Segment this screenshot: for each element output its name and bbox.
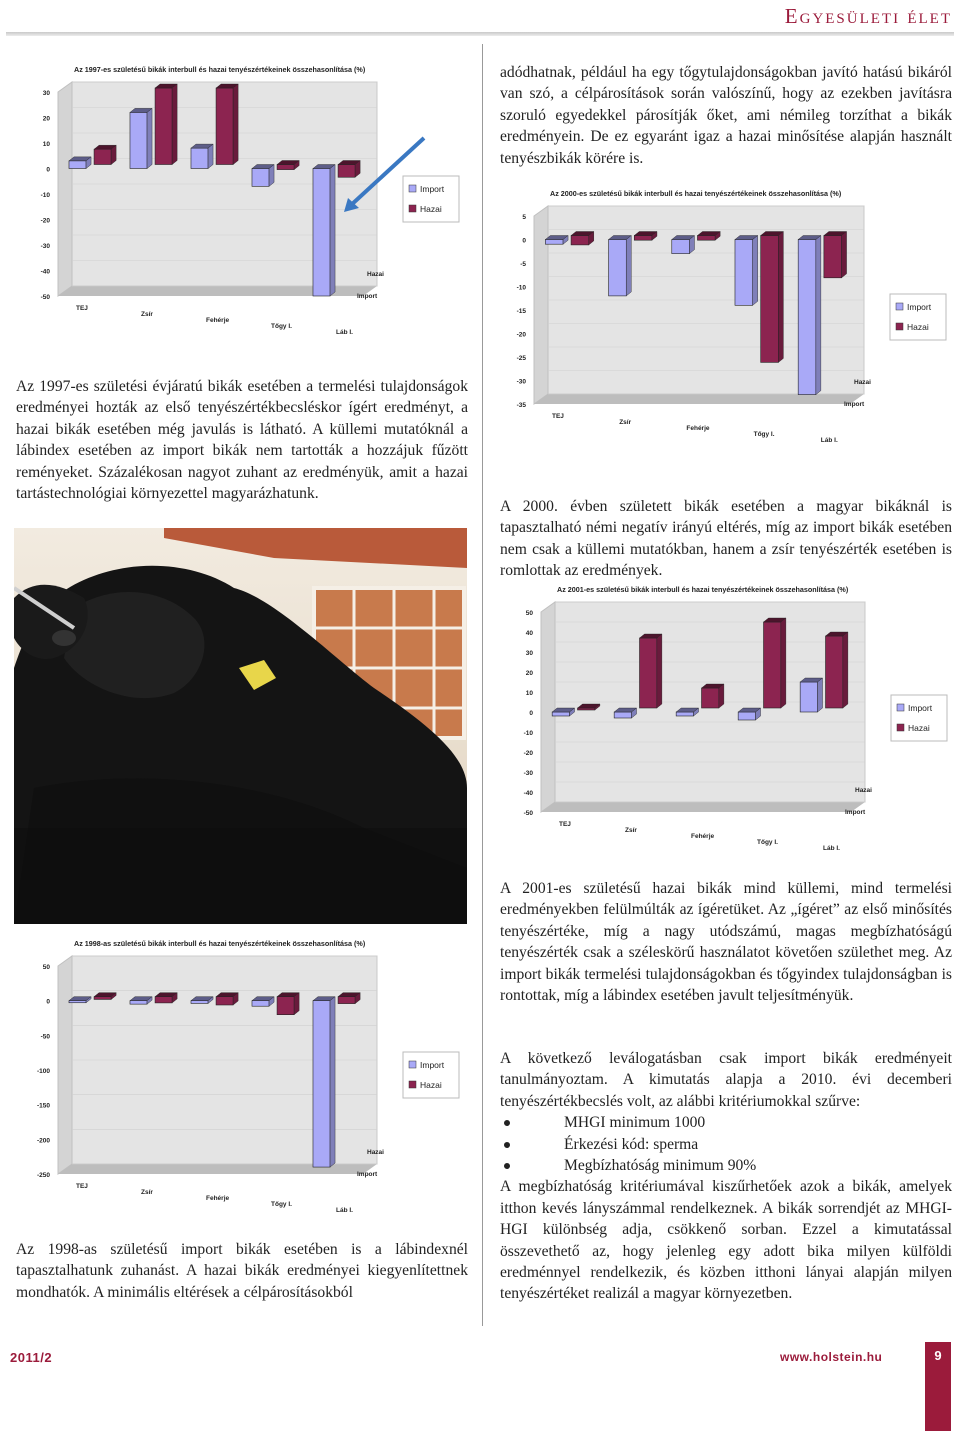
chart-title: Az 2001-es születésű bikák interbull és hazai tenyészértékeinek összehasonlítása (%): [557, 585, 849, 594]
chart-floor: [534, 394, 864, 404]
chart-1997-svg: [14, 58, 469, 354]
legend-swatch: [897, 704, 904, 711]
bar-hazai: [824, 236, 842, 278]
x-category-label: Fehérje: [206, 1195, 230, 1202]
y-tick-label: 40: [525, 630, 533, 637]
paragraph-continuation: [500, 62, 952, 169]
bar-import: [252, 169, 269, 187]
depth-label: Import: [844, 401, 865, 408]
y-tick-label: 0: [529, 710, 533, 717]
legend-label: Hazai: [907, 322, 929, 332]
chart-1997: [14, 58, 469, 354]
x-category-label: Zsír: [141, 1189, 153, 1196]
bar-hazai: [571, 236, 589, 245]
section-title: Egyesületi élet: [784, 4, 952, 28]
y-tick-label: -200: [36, 1137, 50, 1145]
bar-import: [130, 112, 147, 168]
y-tick-label: 5: [522, 214, 526, 221]
criteria-item: Megbízhatóság minimum 90%: [500, 1155, 952, 1176]
bar-side: [816, 236, 821, 395]
x-category-label: Láb I.: [823, 845, 840, 852]
bar-hazai: [94, 997, 111, 1000]
bar-side: [719, 684, 724, 708]
y-tick-label: 0: [522, 237, 526, 245]
bar-import: [313, 1001, 330, 1167]
bar-side: [294, 993, 299, 1015]
column-divider: [482, 44, 483, 1326]
paragraph-2000-text: A 2000. évben született bikák esetében a magyar bikáknál is tapasztalható némi negatív irányú eltérés, míg az import bikák esetében nem csak a küllemi mutatókban, hanem a zsír tenyészérték esetében is romlottak az eredmények.: [500, 498, 952, 580]
bar-side: [781, 618, 786, 708]
chart-title: Az 1998-as születésű bikák interbull és hazai tenyészértékeinek összehasonlítása (%): [74, 939, 366, 948]
legend-box: [891, 695, 947, 741]
y-tick-label: -20: [516, 331, 526, 339]
x-category-label: Fehérje: [686, 425, 710, 432]
y-tick-label: -5: [520, 261, 526, 268]
paragraph-selection-intro: A következő leválogatásban csak import bikák eredményeit tanulmányoztam. A kimutatás alapja a 2010. évi decemberi tenyészértékbecslés volt, az alábbi kritériumokkal szűrve:: [500, 1050, 952, 1110]
y-tick-label: -30: [516, 378, 526, 386]
y-tick-label: -10: [516, 284, 526, 292]
y-tick-label: -100: [36, 1068, 50, 1075]
criteria-item: Érkezési kód: sperma: [500, 1134, 952, 1155]
legend-label: Hazai: [420, 204, 442, 214]
bar-hazai: [634, 236, 652, 241]
legend-swatch: [409, 1061, 416, 1068]
header-divider: [6, 32, 954, 36]
x-category-label: Láb I.: [336, 329, 353, 336]
bar-side: [147, 108, 152, 168]
bar-side: [657, 634, 662, 708]
bar-side: [330, 997, 335, 1167]
x-category-label: TEJ: [76, 305, 88, 312]
y-tick-label: -40: [523, 790, 533, 797]
bar-import: [191, 1001, 208, 1004]
chart-side-wall: [58, 956, 72, 1174]
footer-issue: 2011/2: [10, 1350, 53, 1365]
paragraph-selection-end: A megbízhatóság kritériumával kiszűrhetőek azok a bikák, amelyek itthon kevés lányszámmal rendelkeznek. A bikák sorrendjét az MHGI-HGI különbség adja, csökkenő sorban. Ezzel a kimutatással összevethető az, hogy jelenleg egy adott bika milyen külföldi eredménnyel rendelkezik, és közben itthoni lányai alapján milyen tenyészértéket realizál a magyar környezetben.: [500, 1178, 952, 1303]
bar-import: [738, 712, 755, 720]
depth-label: Hazai: [367, 271, 384, 278]
bar-side: [208, 144, 213, 168]
x-category-label: Zsír: [625, 827, 637, 834]
y-tick-label: 30: [525, 650, 533, 657]
bar-side: [269, 165, 274, 187]
bar-side: [626, 236, 631, 296]
bar-side: [330, 165, 335, 297]
y-tick-label: -50: [523, 810, 533, 817]
y-tick-label: 0: [46, 166, 50, 174]
paragraph-continuation-text: adódhatnak, például ha egy tőgytulajdonságokban javító hatású bikáról van szó, a célpárosítások során valószínű, hogy az ezekben javításra szoruló egyedekkel párosítják őket, ami némileg torzíthat a bikák eredményein. De ez egyaránt igaz a hazai minősítése alapján használt tenyészbikák körére is.: [500, 64, 952, 167]
bar-side: [233, 84, 238, 165]
y-tick-label: -20: [40, 217, 50, 225]
y-tick-label: -50: [40, 294, 50, 301]
chart-title: Az 1997-es születésű bikák interbull és hazai tenyészértékeinek összehasonlítása (%): [74, 65, 366, 74]
paragraph-1997: [16, 376, 468, 504]
y-tick-label: -25: [516, 355, 526, 362]
y-tick-label: 20: [42, 115, 50, 123]
y-tick-label: -150: [36, 1102, 50, 1110]
x-category-label: TEJ: [559, 821, 571, 828]
legend-label: Import: [420, 1060, 445, 1070]
y-tick-label: -30: [40, 243, 50, 250]
legend-box: [403, 176, 459, 222]
bar-import: [69, 1001, 86, 1003]
y-tick-label: -35: [516, 402, 526, 409]
bar-import: [313, 169, 330, 297]
legend-label: Hazai: [908, 723, 930, 733]
x-category-label: Tőgy I.: [757, 839, 778, 846]
bar-side: [753, 236, 758, 306]
legend-label: Import: [907, 302, 932, 312]
bar-import: [800, 682, 817, 712]
x-category-label: Láb I.: [336, 1207, 353, 1214]
legend-swatch: [896, 323, 903, 330]
legend-label: Import: [420, 184, 445, 194]
y-tick-label: -15: [516, 308, 526, 315]
chart-floor: [541, 802, 865, 812]
bar-hazai: [338, 997, 355, 1004]
paragraph-2001-text: A 2001-es születésű hazai bikák mind küllemi, mind termelési eredményekben felülmúlták az ígéretüket. Az „ígéret” az első minősítés tenyészértéke, míg a nagy utódszámú, magas megbízhatóságú tenyészérték csak a széleskörű használatot követően születhet meg. Az import bikák termelési tulajdonságokban és tőgyindex tulajdonságban is rontottak, míg a lábindex esetében javult teljesítményük.: [500, 880, 952, 1005]
depth-label: Import: [357, 293, 378, 300]
y-tick-label: 50: [525, 610, 533, 617]
paragraph-2001: [500, 878, 952, 1006]
bar-hazai: [155, 88, 172, 165]
chart-title: Az 2000-es születésű bikák interbull és hazai tenyészértékeinek összehasonlítása (%): [550, 189, 842, 198]
page-number: 9: [934, 1348, 942, 1363]
legend-swatch: [897, 724, 904, 731]
footer-url[interactable]: www.holstein.hu: [780, 1350, 883, 1364]
y-tick-label: -50: [40, 1033, 50, 1041]
y-tick-label: -250: [36, 1172, 50, 1179]
bar-hazai: [761, 236, 779, 363]
bar-side: [842, 232, 847, 278]
bar-hazai: [702, 688, 719, 708]
bar-hazai: [94, 149, 111, 164]
chart-2000: [490, 182, 956, 462]
depth-label: Import: [357, 1171, 378, 1178]
bar-hazai: [578, 708, 595, 710]
chart-side-wall: [541, 602, 555, 812]
bar-side: [843, 632, 848, 708]
x-category-label: Fehérje: [206, 317, 230, 324]
bar-import: [545, 240, 563, 245]
legend-label: Import: [908, 703, 933, 713]
y-tick-label: 10: [42, 141, 50, 148]
y-tick-label: -10: [40, 192, 50, 199]
x-category-label: Zsír: [141, 311, 153, 318]
bull-photo: [14, 528, 467, 924]
legend-swatch: [896, 303, 903, 310]
chart-1998-svg: [14, 932, 469, 1232]
bar-import: [735, 240, 753, 306]
y-tick-label: 20: [525, 670, 533, 677]
bar-hazai: [697, 236, 715, 241]
bar-hazai: [640, 638, 657, 708]
paragraph-2000: [500, 496, 952, 582]
bar-import: [614, 712, 631, 718]
bar-hazai: [216, 997, 233, 1005]
legend-swatch: [409, 1081, 416, 1088]
bar-side: [172, 84, 177, 165]
bar-import: [552, 712, 569, 716]
chart-side-wall: [58, 82, 72, 296]
x-category-label: Fehérje: [691, 833, 715, 840]
paragraph-1998: [16, 1239, 468, 1303]
y-tick-label: -40: [40, 268, 50, 276]
x-category-label: Tőgy I.: [271, 323, 292, 330]
bar-import: [69, 161, 86, 169]
bar-hazai: [277, 165, 294, 170]
y-tick-label: -20: [523, 750, 533, 757]
x-category-label: Tőgy I.: [753, 431, 775, 438]
bar-hazai: [764, 622, 781, 708]
legend-box: [890, 294, 946, 340]
bar-hazai: [826, 636, 843, 708]
bar-import: [676, 712, 693, 716]
legend-swatch: [409, 205, 416, 212]
y-tick-label: 30: [42, 90, 50, 97]
depth-label: Hazai: [367, 1149, 384, 1156]
x-category-label: Láb I.: [820, 437, 838, 444]
y-tick-label: -10: [523, 730, 533, 737]
x-category-label: Tőgy I.: [271, 1201, 292, 1208]
chart-2001-svg: [497, 578, 957, 870]
depth-label: Import: [845, 809, 866, 816]
bar-hazai: [216, 88, 233, 165]
bar-hazai: [277, 997, 294, 1015]
bar-import: [252, 1001, 269, 1007]
bar-import: [191, 148, 208, 168]
y-tick-label: 50: [42, 964, 50, 971]
bar-side: [778, 232, 783, 363]
x-category-label: TEJ: [552, 413, 564, 420]
y-tick-label: 0: [46, 998, 50, 1006]
y-tick-label: -30: [523, 770, 533, 777]
bar-hazai: [338, 165, 355, 178]
criteria-list: [500, 1112, 952, 1176]
paragraph-1998-text: Az 1998-as születésű import bikák esetében is a lábindexnél tapasztalhatunk zuhanást. A hazai bikák eredményei kiegyenlítettnek mondhatók. A minimális eltérések a célpárosításokból: [16, 1241, 468, 1301]
chart-2000-svg: [490, 182, 956, 462]
legend-box: [403, 1052, 459, 1098]
chart-1998: [14, 932, 469, 1232]
bar-import: [672, 240, 690, 254]
criteria-item: MHGI minimum 1000: [500, 1112, 952, 1133]
bar-hazai: [155, 997, 172, 1003]
x-category-label: TEJ: [76, 1183, 88, 1190]
bar-import: [130, 1001, 147, 1004]
depth-label: Hazai: [854, 379, 871, 386]
paragraph-1997-text: Az 1997-es születési évjáratú bikák esetében a termelési tulajdonságok eredményei hozták az első tenyészértékbecsléskor ígért eredményt, a hazai bikák esetében még javulás is látható. A küllemi mutatóknál a lábindex esetében az import bikák nem tartották a hozzájuk fűzött reményeket. Százalékosan nagyot zuhant az eredményük, amit a hazai tartástechnológiai környezettel magyarázhatunk.: [16, 378, 468, 503]
bar-import: [798, 240, 816, 395]
chart-side-wall: [534, 206, 548, 404]
depth-label: Hazai: [855, 787, 872, 794]
bar-side: [818, 678, 823, 712]
legend-label: Hazai: [420, 1080, 442, 1090]
chart-2001: [497, 578, 957, 870]
y-tick-label: 10: [525, 690, 533, 697]
legend-swatch: [409, 185, 416, 192]
paragraph-selection: [500, 1048, 952, 1305]
bar-import: [609, 240, 627, 296]
x-category-label: Zsír: [619, 419, 632, 426]
